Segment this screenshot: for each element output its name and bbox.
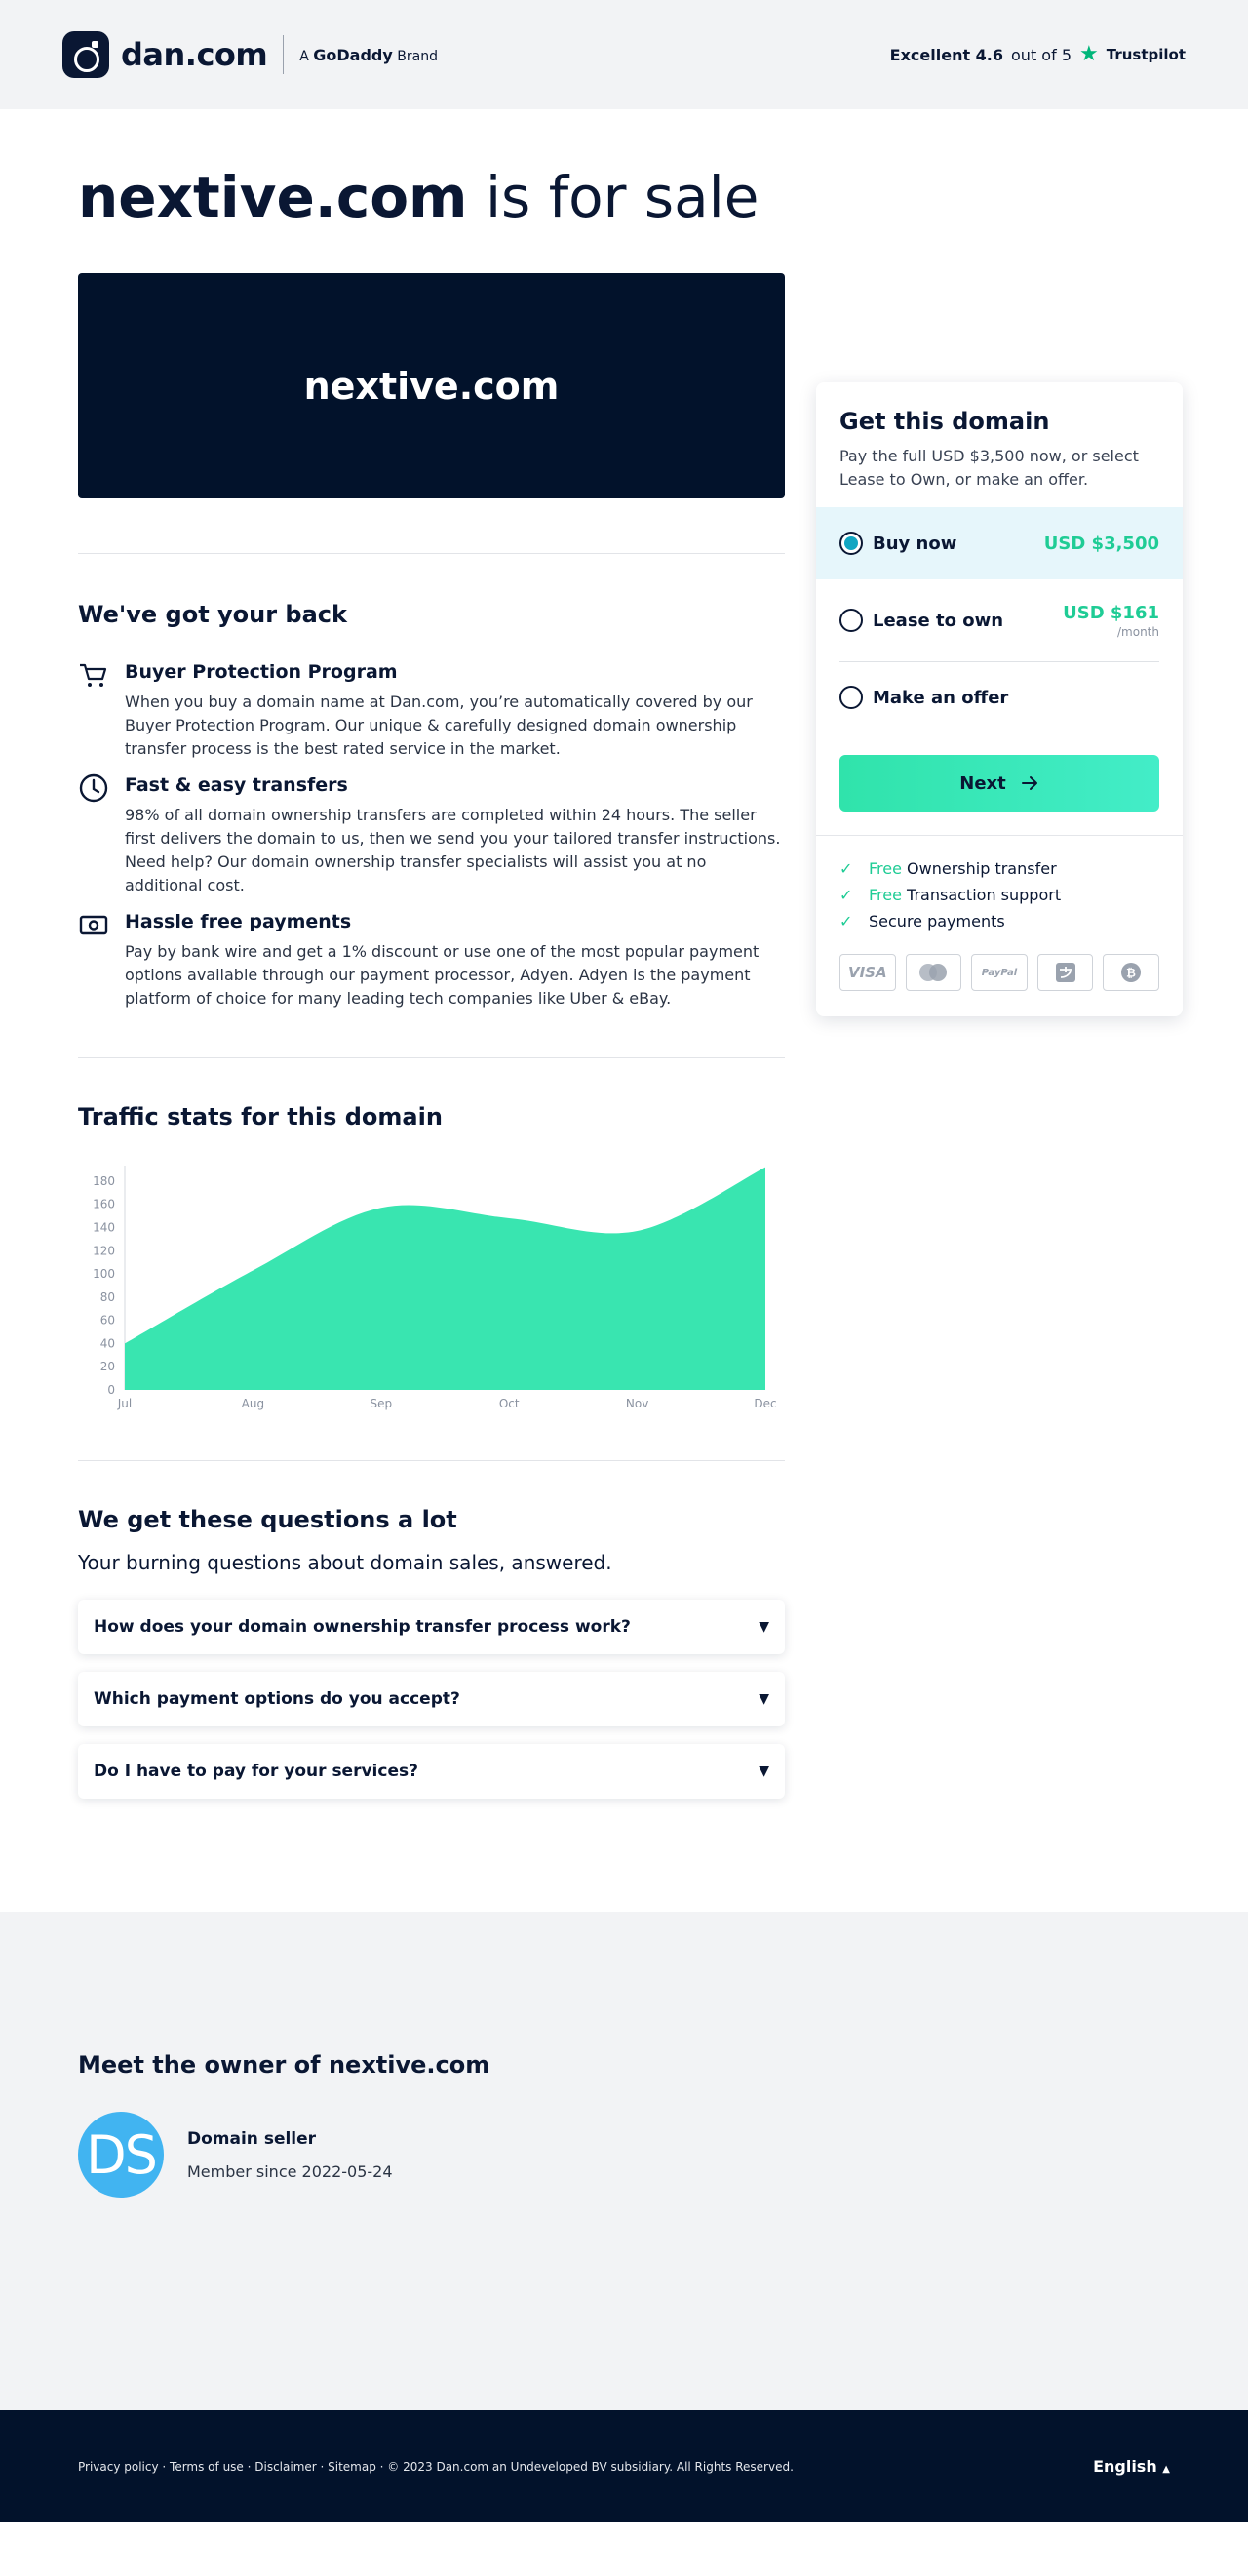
y-tick-label: 20 bbox=[99, 1360, 115, 1374]
perk-free: Free bbox=[869, 859, 902, 878]
faq-item[interactable] bbox=[78, 1744, 785, 1799]
trust-rating: Excellent 4.6 bbox=[889, 45, 1004, 64]
check-icon: ✓ bbox=[839, 859, 853, 878]
option-buy-now[interactable] bbox=[816, 507, 1183, 579]
visa-icon: VISA bbox=[839, 954, 896, 991]
perk-text: Transaction support bbox=[907, 886, 1062, 904]
option-label bbox=[839, 686, 1008, 709]
godaddy-brand bbox=[299, 46, 438, 64]
perk-free: Free bbox=[869, 886, 902, 904]
lease-label: Lease to own bbox=[873, 610, 1004, 631]
lease-period: /month bbox=[1117, 624, 1159, 639]
x-tick-label: Nov bbox=[625, 1397, 649, 1410]
radio-buy-now[interactable] bbox=[839, 532, 863, 555]
mastercard-icon bbox=[906, 954, 962, 991]
perk-item bbox=[839, 912, 1159, 931]
main-content bbox=[0, 109, 1248, 1799]
purchase-card bbox=[816, 382, 1183, 1016]
trustpilot-name: Trustpilot bbox=[1106, 46, 1186, 63]
option-make-offer[interactable] bbox=[816, 662, 1183, 733]
chevron-down-icon: ▼ bbox=[759, 1691, 769, 1707]
footer-links[interactable]: Privacy policy · Terms of use · Disclaimer · Sitemap · © 2023 Dan.com an Undeveloped BV subsidiary. All Rights Reserved. bbox=[78, 2459, 794, 2474]
faq-item[interactable] bbox=[78, 1672, 785, 1726]
perks-list bbox=[816, 836, 1183, 1016]
owner-name: Domain seller bbox=[187, 2128, 317, 2149]
left-column bbox=[78, 273, 785, 1799]
perk-item bbox=[839, 859, 1159, 878]
x-tick-label: Aug bbox=[241, 1397, 265, 1410]
perk-item bbox=[839, 886, 1159, 904]
feature-text: Pay by bank wire and get a 1% discount or use one of the most popular payment options available through our payment processor, Adyen. Adyen is the payment platform of choice for many leading tech companies like Uber & eBay. bbox=[125, 942, 760, 1008]
title-domain: nextive.com bbox=[78, 164, 468, 230]
chevron-down-icon: ▼ bbox=[759, 1619, 769, 1635]
page-title bbox=[78, 109, 1170, 273]
chevron-up-icon: ▲ bbox=[1162, 2464, 1170, 2475]
lease-price: USD $161 bbox=[1063, 602, 1159, 623]
brand[interactable] bbox=[62, 31, 438, 78]
y-tick-label: 120 bbox=[93, 1244, 115, 1258]
check-icon: ✓ bbox=[839, 886, 853, 904]
feature-text: 98% of all domain ownership transfers are completed within 24 hours. The seller first delivers the domain to us, then we send you your tailored transfer instructions. Need help? Our domain ownership transfer specialists will assist you at no additional cost. bbox=[125, 806, 781, 894]
next-button[interactable] bbox=[839, 755, 1159, 812]
traffic-chart bbox=[78, 1156, 785, 1419]
section-divider bbox=[78, 1460, 785, 1461]
card-header bbox=[816, 382, 1183, 507]
site-header bbox=[0, 0, 1248, 109]
buy-now-label: Buy now bbox=[873, 533, 957, 554]
faq-section-title: We get these questions a lot bbox=[78, 1506, 457, 1533]
owner-member-since: Member since 2022-05-24 bbox=[187, 2161, 393, 2181]
language-label: English bbox=[1093, 2457, 1157, 2476]
brand-suffix: Brand bbox=[397, 48, 438, 64]
faq-subtitle: Your burning questions about domain sales, answered. bbox=[78, 1551, 612, 1574]
faq-item[interactable] bbox=[78, 1600, 785, 1654]
trustpilot-rating[interactable] bbox=[890, 44, 1186, 65]
y-tick-label: 160 bbox=[93, 1197, 115, 1211]
traffic-area-series bbox=[125, 1168, 765, 1390]
alipay-icon bbox=[1037, 954, 1094, 991]
radio-lease-to-own[interactable] bbox=[839, 609, 863, 632]
radio-make-offer[interactable] bbox=[839, 686, 863, 709]
money-icon bbox=[78, 909, 109, 940]
title-suffix: is for sale bbox=[485, 164, 760, 230]
brand-name: GoDaddy bbox=[313, 45, 393, 64]
trust-rating-suffix: out of 5 bbox=[1011, 45, 1072, 64]
offer-label: Make an offer bbox=[873, 687, 1009, 708]
language-selector[interactable] bbox=[1093, 2457, 1170, 2476]
feature-title: Fast & easy transfers bbox=[125, 774, 348, 796]
x-tick-label: Oct bbox=[498, 1397, 520, 1410]
card-title: Get this domain bbox=[839, 408, 1050, 435]
arrow-right-icon bbox=[1020, 773, 1039, 793]
feature-buyer-protection bbox=[78, 661, 785, 761]
y-tick-label: 0 bbox=[107, 1383, 115, 1397]
y-tick-label: 60 bbox=[99, 1313, 115, 1328]
option-label bbox=[839, 609, 1003, 632]
dan-logo-icon[interactable] bbox=[62, 31, 109, 78]
logo-text[interactable]: dan.com bbox=[121, 36, 268, 73]
y-tick-label: 180 bbox=[93, 1173, 115, 1188]
bitcoin-icon bbox=[1103, 954, 1159, 991]
cart-icon bbox=[78, 659, 109, 691]
clock-icon bbox=[78, 773, 109, 804]
owner-row bbox=[78, 2112, 1170, 2198]
brand-divider bbox=[283, 35, 284, 74]
chevron-down-icon: ▼ bbox=[759, 1764, 769, 1779]
svg-text:₿: ₿ bbox=[1126, 966, 1137, 980]
faq-question: Do I have to pay for your services? bbox=[94, 1762, 418, 1781]
perk-text: Secure payments bbox=[869, 912, 1005, 931]
x-tick-label: Jul bbox=[117, 1397, 133, 1410]
paypal-icon: PayPal bbox=[971, 954, 1028, 991]
traffic-chart-svg bbox=[78, 1156, 785, 1419]
next-label: Next bbox=[959, 773, 1006, 794]
check-icon: ✓ bbox=[839, 912, 853, 931]
banner-domain: nextive.com bbox=[303, 364, 560, 408]
feature-title: Hassle free payments bbox=[125, 911, 352, 932]
feature-text: When you buy a domain name at Dan.com, you’re automatically covered by our Buyer Protection Program. Our unique & carefully designed domain ownership transfer process is the best rated service in the market. bbox=[125, 693, 753, 758]
buy-now-price: USD $3,500 bbox=[1043, 533, 1159, 554]
domain-banner bbox=[78, 273, 785, 498]
traffic-section-title: Traffic stats for this domain bbox=[78, 1103, 443, 1130]
x-tick-label: Sep bbox=[370, 1397, 393, 1410]
owner-section bbox=[0, 1912, 1248, 2410]
option-lease-to-own[interactable] bbox=[816, 579, 1183, 661]
y-tick-label: 40 bbox=[99, 1336, 115, 1351]
owner-title: Meet the owner of nextive.com bbox=[78, 2051, 490, 2079]
y-tick-label: 80 bbox=[99, 1289, 115, 1304]
site-footer bbox=[0, 2410, 1248, 2522]
section-divider bbox=[78, 553, 785, 554]
feature-title: Buyer Protection Program bbox=[125, 661, 398, 683]
feature-fast-transfers bbox=[78, 774, 785, 897]
feature-hassle-free-payments bbox=[78, 911, 785, 1011]
back-section-title: We've got your back bbox=[78, 601, 347, 628]
y-tick-label: 140 bbox=[93, 1220, 115, 1235]
section-divider bbox=[78, 1057, 785, 1058]
trustpilot-star-icon: ★ bbox=[1079, 42, 1099, 66]
payment-icons bbox=[839, 954, 1159, 991]
y-tick-label: 100 bbox=[93, 1267, 115, 1282]
x-tick-label: Dec bbox=[754, 1397, 777, 1410]
avatar: DS bbox=[78, 2112, 164, 2198]
card-description: Pay the full USD $3,500 now, or select Lease to Own, or make an offer. bbox=[839, 447, 1139, 489]
perk-text: Ownership transfer bbox=[907, 859, 1057, 878]
brand-prefix: A bbox=[299, 48, 309, 64]
faq-question: Which payment options do you accept? bbox=[94, 1689, 460, 1709]
faq-question: How does your domain ownership transfer process work? bbox=[94, 1617, 631, 1637]
lease-price-block bbox=[1063, 603, 1159, 639]
option-label bbox=[839, 532, 956, 555]
